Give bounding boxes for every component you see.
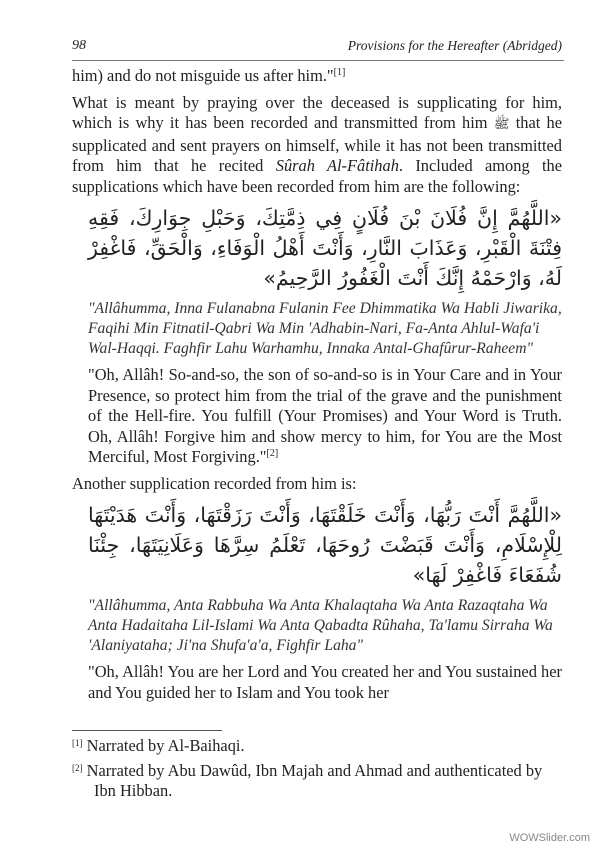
footnote-2 [72, 761, 562, 802]
translation-1-text: "Oh, Allâh! So-and-so, the son of so-and-so is in Your Care and in Your Presence, so protect him from the trial of the grave and the punishment of the Hell-fire. You fulfill (Your Promises) and Your Word is Truth. Oh, Allâh! Forgive him and show mercy to him, for You are the Most Merciful, Most Forgiving." [88, 365, 562, 466]
intro-text-a: What is meant by praying over the deceased is supplicating for him, which is why it has been recorded and transmitted from him [72, 92, 562, 132]
footnotes [72, 736, 562, 806]
continuation-text: him) and do not misguide us after him." [72, 66, 334, 85]
surah-name: Sûrah Al-Fâtihah [275, 156, 399, 175]
continuation-line [72, 66, 562, 87]
footnote-ref-2[interactable]: [2] [266, 448, 279, 459]
footnote-1-marker: [1] [72, 738, 83, 748]
page-header [72, 36, 564, 61]
footnote-2-text: Narrated by Abu Dawûd, Ibn Majah and Ahmad and authenticated by Ibn Hibban. [86, 760, 543, 800]
arabic-supplication-2: «اللَّهُمَّ أَنْتَ رَبُّهَا، وَأَنْتَ خَلَقْتَهَا، وَأَنْتَ رَزَقْتَهَا، وَأَنْتَ هَدَيْتَهَا لِلْإِسْلَامِ، وَأَنْتَ قَبَضْتَ رُوحَهَا، تَعْلَمُ سِرَّهَا وَعَلَانِيَتَهَا، جِئْنَا شُفَعَاءَ فَاغْفِرْ لَهَا» [88, 503, 562, 587]
page-number: 98 [72, 38, 86, 53]
footnote-2-marker: [2] [72, 762, 83, 773]
translation-1 [88, 365, 562, 468]
footnote-ref-1[interactable]: [1] [333, 67, 346, 78]
arabic-supplication-1: «اللَّهُمَّ إِنَّ فُلَانَ بْنَ فُلَانٍ فِي ذِمَّتِكَ، وَحَبْلِ جِوَارِكَ، فَقِهِ فِتْنَةَ الْقَبْرِ، وَعَذَابَ النَّارِ، وَأَنْتَ أَهْلُ الْوَفَاءِ، وَالْحَقِّ، فَاغْفِرْ لَهُ، وَارْحَمْهُ إِنَّكَ أَنْتَ الْغَفُورُ الرَّحِيمُ» [88, 206, 562, 290]
footnote-divider [72, 730, 222, 731]
watermark: WOWSlider.com [509, 832, 590, 844]
footnote-1-text: Narrated by Al-Baihaqi. [86, 736, 245, 755]
intro-paragraph [72, 93, 562, 198]
another-supplication-intro: Another supplication recorded from him is: [72, 473, 357, 493]
intro-text-b: that he supplicated and sent prayers on himself, while it has not been transmitted from him that he recited [72, 113, 562, 175]
salutation-glyph: ﷺ [493, 117, 510, 132]
intro-text-c: . Included among the supplications which have been recorded from him are the following: [72, 156, 563, 196]
transliteration-1: "Allâhumma, Inna Fulanabna Fulanin Fee Dhimmatika Wa Habli Jiwarika, Faqihi Min Fitnatil-Qabri Wa Min 'Adhabin-Nari, Fa-Anta Ahlul-Wafa'i Wal-Haqqi. Faghfir Lahu Warhamhu, Innaka Antal-Ghafûrur-Raheem" [88, 300, 562, 357]
page-body [72, 66, 562, 703]
running-title: Provisions for the Hereafter (Abridged) [347, 38, 562, 53]
translation-2: "Oh, Allâh! You are her Lord and You created her and You sustained her and You guided her to Islam and You took her [88, 662, 562, 702]
transliteration-2: "Allâhumma, Anta Rabbuha Wa Anta Khalaqtaha Wa Anta Razaqtaha Wa Anta Hadaitaha Lil-Islami Wa Anta Qabadta Rûhaha, Ta'lamu Sirraha Wa 'Alaniyataha; Ji'na Shufa'a'a, Fighfir Laha" [88, 597, 553, 654]
footnote-1 [72, 736, 562, 757]
